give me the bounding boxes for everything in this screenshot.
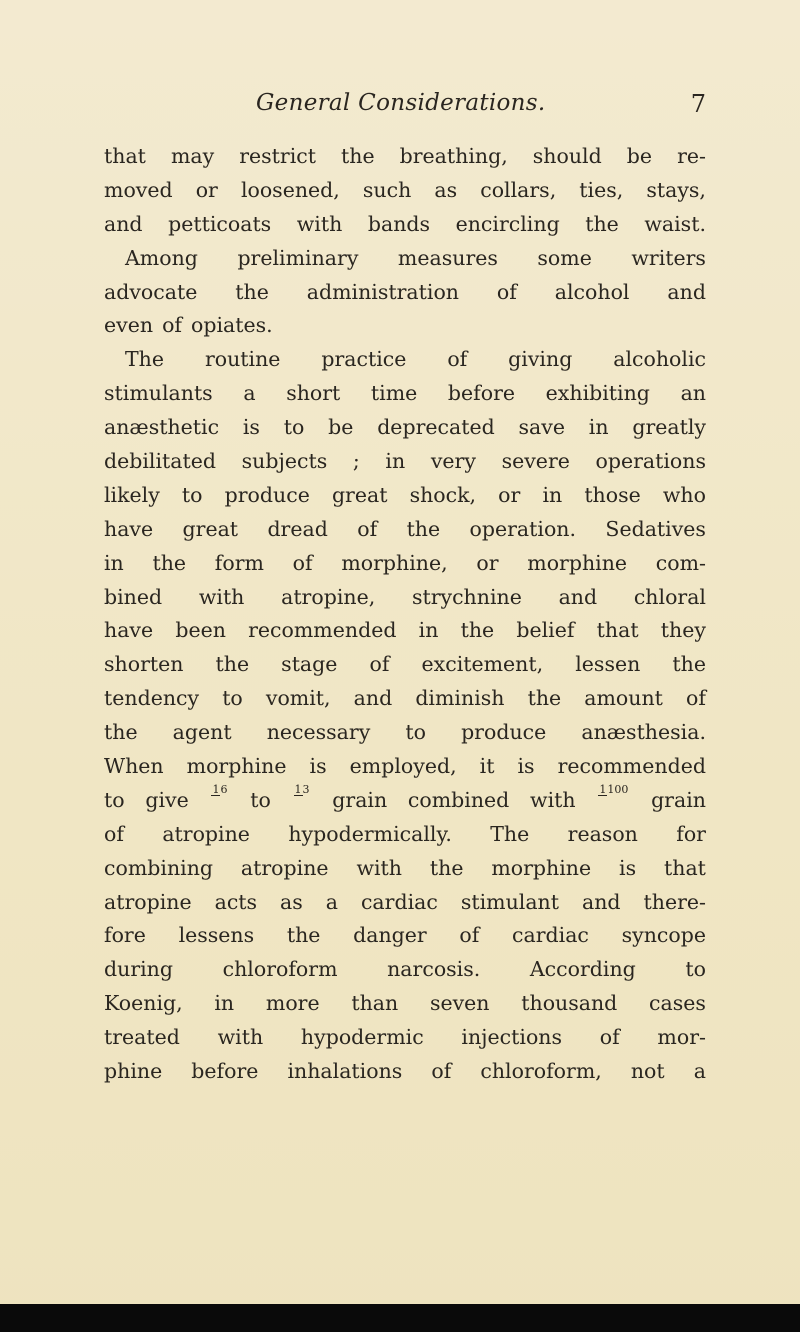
- word: greatly: [632, 415, 706, 440]
- word: lessens: [178, 923, 255, 948]
- word: Koenig,: [104, 991, 183, 1016]
- word: com-: [655, 550, 706, 575]
- word: The: [125, 347, 165, 372]
- word: more: [265, 991, 320, 1016]
- word: employed,: [349, 754, 457, 779]
- word: grain: [651, 787, 706, 812]
- word: the: [215, 652, 250, 677]
- word: it: [479, 754, 495, 779]
- word: the: [341, 144, 375, 168]
- word: stimulant: [460, 889, 559, 914]
- word: reason: [567, 821, 638, 846]
- word: who: [662, 482, 706, 507]
- scan-edge: [0, 1304, 800, 1332]
- word: cardiac: [512, 923, 589, 948]
- word: have: [104, 516, 154, 541]
- text-line: [104, 1055, 706, 1089]
- word: atropine,: [281, 584, 376, 609]
- word: before: [191, 1059, 259, 1084]
- word: of: [357, 516, 378, 541]
- word: vomit,: [265, 686, 331, 711]
- word: be: [328, 415, 354, 440]
- word: cases: [649, 991, 706, 1016]
- word: in: [104, 550, 124, 575]
- word: mor-: [657, 1025, 706, 1050]
- text-line: [104, 208, 706, 242]
- fraction: [598, 784, 628, 818]
- text-line: [104, 140, 706, 174]
- word: the: [460, 618, 495, 643]
- word: to: [250, 787, 271, 812]
- word: recommended: [248, 618, 397, 643]
- word: the: [672, 652, 706, 677]
- word: operations: [595, 449, 706, 474]
- text-line: [104, 445, 706, 479]
- word: is: [517, 754, 535, 779]
- text-line: [104, 852, 706, 886]
- text-line: [104, 886, 706, 920]
- word: operation.: [469, 516, 577, 541]
- word: exhibiting: [545, 381, 650, 406]
- word: belief: [516, 618, 575, 643]
- word: the: [585, 211, 619, 236]
- word: restrict: [239, 144, 316, 168]
- fraction-numerator: 1: [294, 782, 302, 796]
- word: Among: [125, 245, 198, 270]
- word: short: [286, 381, 341, 406]
- fraction-denominator: 3: [302, 782, 310, 796]
- word: necessary: [266, 720, 371, 745]
- word: should: [532, 144, 602, 168]
- word: form: [214, 550, 264, 575]
- word: atropine: [240, 855, 329, 880]
- word: combining: [104, 855, 214, 880]
- word: measures: [397, 245, 498, 270]
- word: alcoholic: [613, 347, 706, 372]
- word: acts: [214, 889, 258, 914]
- word: According: [529, 957, 636, 982]
- word: to: [222, 686, 243, 711]
- word: the: [286, 923, 321, 948]
- word: as: [280, 889, 303, 914]
- word: to: [104, 787, 125, 812]
- word: thousand: [521, 991, 618, 1016]
- word: of: [431, 1059, 452, 1084]
- word: to: [405, 720, 426, 745]
- text-line: [104, 343, 706, 377]
- word: been: [175, 618, 226, 643]
- text-line: [104, 919, 706, 953]
- word: give: [145, 787, 189, 812]
- word: treated: [104, 1025, 180, 1050]
- fraction: [294, 784, 310, 818]
- word: than: [351, 991, 399, 1016]
- word: is: [309, 754, 327, 779]
- word: debilitated: [104, 449, 216, 474]
- word: anæsthesia.: [581, 720, 706, 745]
- word: produce: [224, 482, 310, 507]
- word: routine: [204, 347, 281, 372]
- word: for: [676, 821, 706, 846]
- fraction-denominator: 100: [607, 782, 629, 796]
- word: of: [292, 550, 313, 575]
- text-line: [104, 479, 706, 513]
- word: the: [235, 279, 269, 304]
- running-head: General Considerations.: [256, 90, 546, 116]
- word: breathing,: [399, 144, 508, 168]
- word: phine: [104, 1059, 163, 1084]
- word: When: [104, 754, 164, 779]
- word: alcohol: [554, 279, 630, 304]
- word: stimulants: [104, 381, 213, 406]
- word: those: [584, 482, 641, 507]
- word: a: [243, 381, 256, 406]
- word: atropine: [162, 821, 250, 846]
- text-line: [104, 716, 706, 750]
- word: as: [434, 177, 458, 202]
- word: chloroform: [222, 957, 338, 982]
- word: hypodermically.: [288, 821, 452, 846]
- word: cardiac: [360, 889, 438, 914]
- word: the: [429, 855, 464, 880]
- word: of: [447, 347, 468, 372]
- word: save: [518, 415, 565, 440]
- text-line: [104, 818, 706, 852]
- text-line: [104, 174, 706, 208]
- word: giving: [508, 347, 573, 372]
- word: bined: [104, 584, 163, 609]
- word: such: [362, 177, 412, 202]
- word: narcosis.: [387, 957, 481, 982]
- word: danger: [353, 923, 427, 948]
- word: to: [685, 957, 706, 982]
- word: with: [198, 584, 245, 609]
- word: may: [170, 144, 215, 168]
- text-line: [104, 987, 706, 1021]
- word: or: [195, 177, 218, 202]
- word: ties,: [579, 177, 624, 202]
- word: great: [331, 482, 388, 507]
- word: seven: [429, 991, 490, 1016]
- word: to: [283, 415, 305, 440]
- word: re-: [677, 144, 706, 168]
- word: practice: [321, 347, 407, 372]
- word: agent: [172, 720, 232, 745]
- word: petticoats: [168, 211, 272, 236]
- word: very: [430, 449, 476, 474]
- word: the: [104, 720, 138, 745]
- word: chloroform,: [480, 1059, 602, 1084]
- word: dread: [267, 516, 328, 541]
- word: preliminary: [237, 245, 359, 270]
- word: subjects: [241, 449, 328, 474]
- word: shorten: [104, 652, 184, 677]
- text-line: [104, 648, 706, 682]
- word: in: [385, 449, 406, 474]
- word: a: [325, 889, 338, 914]
- word: is: [619, 855, 637, 880]
- word: administration: [306, 279, 459, 304]
- text-line: [104, 1021, 706, 1055]
- word: hypodermic: [300, 1025, 424, 1050]
- word: atropine: [104, 889, 192, 914]
- fraction: [211, 784, 227, 818]
- word: bands: [367, 211, 431, 236]
- fraction-denominator: 6: [220, 782, 228, 796]
- word: chloral: [633, 584, 706, 609]
- word: and: [353, 686, 393, 711]
- word: during: [104, 957, 174, 982]
- word: shock,: [409, 482, 477, 507]
- text-line: [104, 784, 706, 818]
- word: The: [490, 821, 530, 846]
- word: and: [558, 584, 598, 609]
- word: the: [406, 516, 441, 541]
- word: great: [182, 516, 239, 541]
- word: there-: [643, 889, 706, 914]
- word: of: [686, 686, 706, 711]
- text-line: [104, 513, 706, 547]
- word: opiates.: [191, 313, 273, 338]
- word: severe: [501, 449, 570, 474]
- word: injections: [461, 1025, 563, 1050]
- word: morphine: [491, 855, 592, 880]
- text-line: [104, 682, 706, 716]
- word: fore: [104, 923, 146, 948]
- word: is: [242, 415, 260, 440]
- word: encircling: [455, 211, 560, 236]
- word: loosened,: [240, 177, 340, 202]
- text-line: [104, 750, 706, 784]
- word: of: [459, 923, 480, 948]
- word: some: [537, 245, 592, 270]
- word: time: [370, 381, 418, 406]
- word: of: [162, 313, 182, 338]
- word: stage: [281, 652, 338, 677]
- word: before: [447, 381, 516, 406]
- word: morphine,: [341, 550, 448, 575]
- word: of: [369, 652, 390, 677]
- word: amount: [584, 686, 663, 711]
- word: morphine: [527, 550, 628, 575]
- word: have: [104, 618, 154, 643]
- word: they: [660, 618, 706, 643]
- word: of: [496, 279, 517, 304]
- text-line: [104, 547, 706, 581]
- word: with: [356, 855, 402, 880]
- fraction-numerator: 1: [599, 782, 607, 796]
- word: in: [588, 415, 609, 440]
- word: morphine: [186, 754, 287, 779]
- word: that: [596, 618, 639, 643]
- word: moved: [104, 177, 173, 202]
- word: to: [181, 482, 203, 507]
- word: writers: [631, 245, 706, 270]
- word: and: [104, 211, 143, 236]
- word: produce: [461, 720, 547, 745]
- word: or: [476, 550, 499, 575]
- word: stays,: [646, 177, 706, 202]
- body-text: [104, 140, 706, 1089]
- word: in: [418, 618, 439, 643]
- word: combined: [407, 787, 510, 812]
- word: lessen: [575, 652, 641, 677]
- word: deprecated: [377, 415, 495, 440]
- word: collars,: [480, 177, 557, 202]
- word: of: [599, 1025, 620, 1050]
- word: likely: [104, 482, 160, 507]
- word: waist.: [644, 211, 706, 236]
- page-header: [104, 90, 706, 130]
- text-line: [104, 953, 706, 987]
- word: even: [104, 313, 154, 338]
- word: of: [104, 821, 124, 846]
- word: be: [626, 144, 653, 168]
- text-line: [104, 276, 706, 310]
- word: diminish: [415, 686, 505, 711]
- text-line: [104, 614, 706, 648]
- text-line: [104, 242, 706, 276]
- word: an: [680, 381, 706, 406]
- word: or: [498, 482, 521, 507]
- word: inhalations: [287, 1059, 403, 1084]
- word: with: [296, 211, 343, 236]
- word: advocate: [104, 279, 198, 304]
- word: a: [693, 1059, 706, 1084]
- text-line: [104, 411, 706, 445]
- word: with: [530, 787, 576, 812]
- text-line: [104, 377, 706, 411]
- word: excitement,: [421, 652, 544, 677]
- word: syncope: [621, 923, 706, 948]
- word: in: [542, 482, 563, 507]
- word: tendency: [104, 686, 200, 711]
- fraction-numerator: 1: [212, 782, 220, 796]
- word: anæsthetic: [104, 415, 220, 440]
- word: and: [667, 279, 706, 304]
- word: the: [527, 686, 562, 711]
- word: recommended: [557, 754, 706, 779]
- word: Sedatives: [605, 516, 706, 541]
- page-number: 7: [690, 90, 706, 118]
- word: and: [581, 889, 621, 914]
- word: grain: [332, 787, 388, 812]
- text-line: [104, 581, 706, 615]
- word: strychnine: [411, 584, 522, 609]
- word: not: [630, 1059, 665, 1084]
- word: with: [217, 1025, 264, 1050]
- word: the: [152, 550, 187, 575]
- word: ;: [352, 449, 360, 474]
- word: in: [214, 991, 235, 1016]
- word: that: [104, 144, 146, 168]
- text-line: [104, 309, 706, 343]
- word: that: [664, 855, 706, 880]
